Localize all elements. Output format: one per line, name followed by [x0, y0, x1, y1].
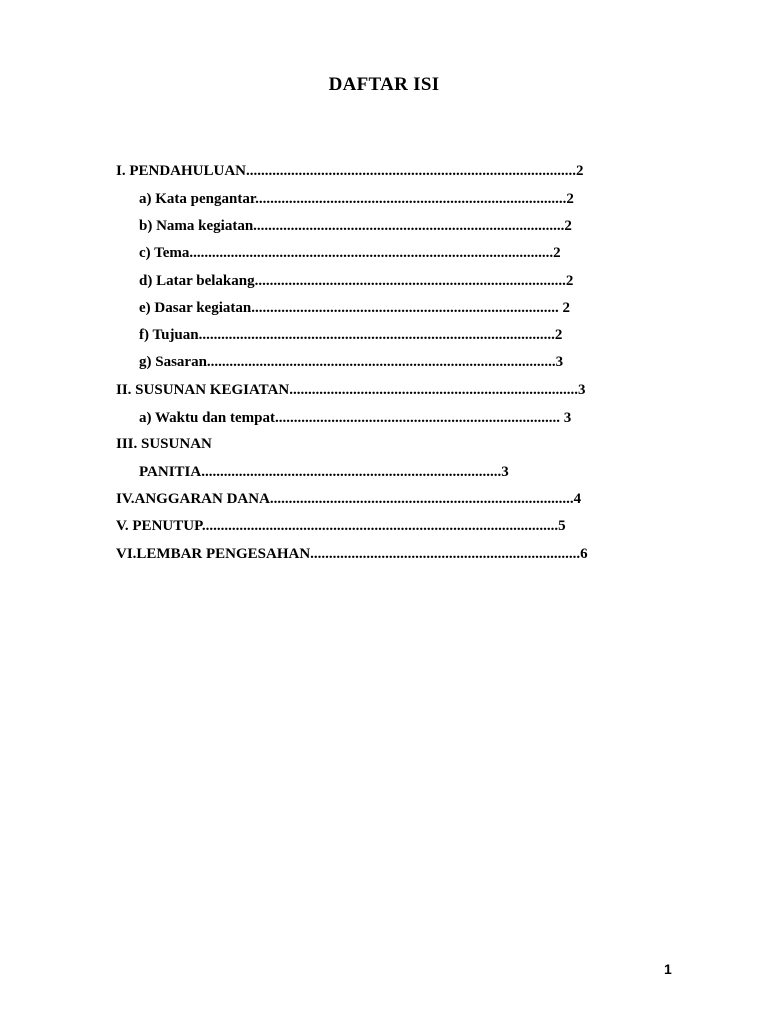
toc-entry-latar-belakang: d) Latar belakang...................................................................................2: [139, 273, 574, 289]
toc-entry-nama-kegiatan: b) Nama kegiatan...................................................................................2: [139, 218, 572, 234]
page-number: 1: [664, 961, 672, 977]
toc-entry-pendahuluan: I. PENDAHULUAN........................................................................................2: [116, 163, 584, 179]
toc-entry-kata-pengantar: a) Kata pengantar...................................................................................2: [139, 191, 574, 207]
toc-entry-susunan-panitia-heading: III. SUSUNAN: [116, 436, 212, 452]
toc-entry-waktu-dan-tempat: a) Waktu dan tempat............................................................................ 3: [139, 410, 572, 426]
toc-entry-sasaran: g) Sasaran.............................................................................................3: [139, 354, 564, 370]
page-title: DAFTAR ISI: [328, 74, 440, 95]
toc-entry-anggaran-dana: IV.ANGGARAN DANA.................................................................................4: [116, 491, 582, 507]
toc-entry-susunan-panitia: PANITIA................................................................................3: [139, 464, 509, 480]
toc-entry-lembar-pengesahan: VI.LEMBAR PENGESAHAN........................................................................6: [116, 546, 588, 562]
toc-entry-susunan-kegiatan: II. SUSUNAN KEGIATAN.............................................................................3: [116, 382, 586, 398]
toc-entry-tujuan: f) Tujuan...............................................................................................2: [139, 327, 563, 343]
toc-entry-dasar-kegiatan: e) Dasar kegiatan.................................................................................. 2: [139, 300, 570, 316]
toc-entry-tema: c) Tema.................................................................................................2: [139, 245, 561, 261]
toc-entry-penutup: V. PENUTUP...............................................................................................5: [116, 518, 566, 534]
